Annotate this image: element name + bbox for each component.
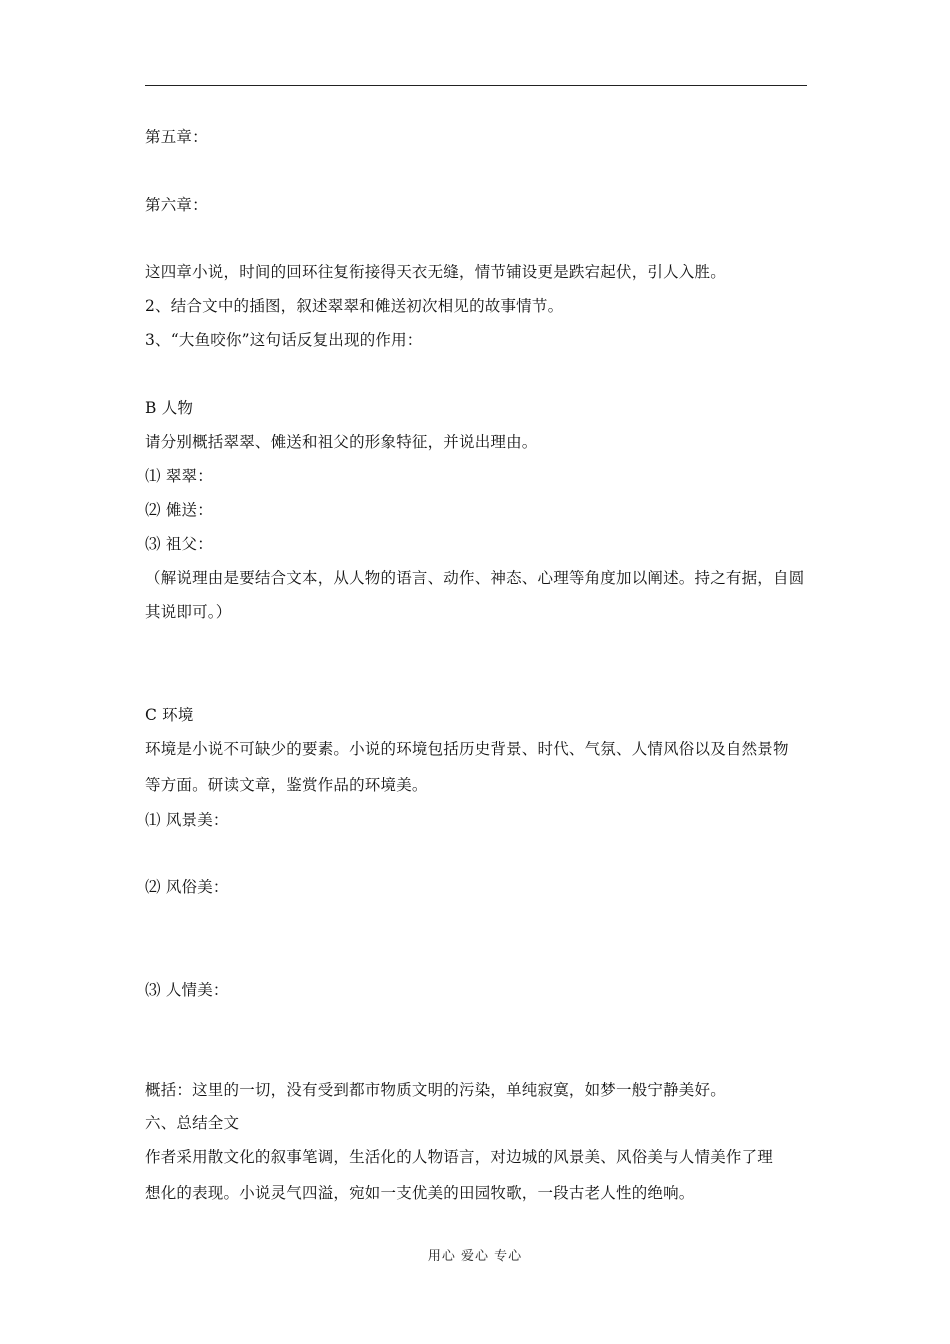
item-nuosong: ⑵ 傩送：	[145, 501, 213, 519]
item-grandfather: ⑶ 祖父：	[145, 535, 213, 553]
conclusion-line-2: 想化的表现。小说灵气四溢，宛如一支优美的田园牧歌，一段古老人性的绝响。	[145, 1184, 695, 1202]
plot-summary: 这四章小说，时间的回环往复衔接得天衣无缝，情节铺设更是跌宕起伏，引人入胜。	[145, 263, 726, 281]
environment-summary: 概括：这里的一切，没有受到都市物质文明的污染，单纯寂寞，如梦一般宁静美好。	[145, 1081, 726, 1099]
question-2: 2、结合文中的插图，叙述翠翠和傩送初次相见的故事情节。	[145, 297, 564, 315]
item-custom-beauty: ⑵ 风俗美：	[145, 878, 229, 896]
section-6-heading: 六、总结全文	[145, 1114, 240, 1132]
section-b-heading: B 人物	[145, 399, 194, 417]
section-c-prompt-line-1: 环境是小说不可缺少的要素。小说的环境包括历史背景、时代、气氛、人情风俗以及自然景物	[145, 740, 789, 758]
section-b-prompt: 请分别概括翠翠、傩送和祖父的形象特征，并说出理由。	[145, 433, 538, 451]
section-c-heading: C 环境	[145, 706, 194, 724]
conclusion-line-1: 作者采用散文化的叙事笔调，生活化的人物语言，对边城的风景美、风俗美与人情美作了理	[145, 1148, 774, 1166]
section-c-prompt-line-2: 等方面。研读文章，鉴赏作品的环境美。	[145, 776, 428, 794]
chapter-five-label: 第五章：	[145, 128, 208, 146]
question-3: 3、“大鱼咬你”这句话反复出现的作用：	[145, 331, 423, 349]
section-b-note-line-1: （解说理由是要结合文本，从人物的语言、动作、神态、心理等角度加以阐述。持之有据，自圆	[145, 569, 805, 587]
item-scenery-beauty: ⑴ 风景美：	[145, 811, 229, 829]
header-rule	[145, 85, 807, 86]
item-cuicui: ⑴ 翠翠：	[145, 467, 213, 485]
chapter-six-label: 第六章：	[145, 196, 208, 214]
page-footer: 用心 爱心 专心	[427, 1249, 523, 1264]
item-human-beauty: ⑶ 人情美：	[145, 981, 229, 999]
section-b-note-line-2: 其说即可。）	[145, 603, 232, 621]
